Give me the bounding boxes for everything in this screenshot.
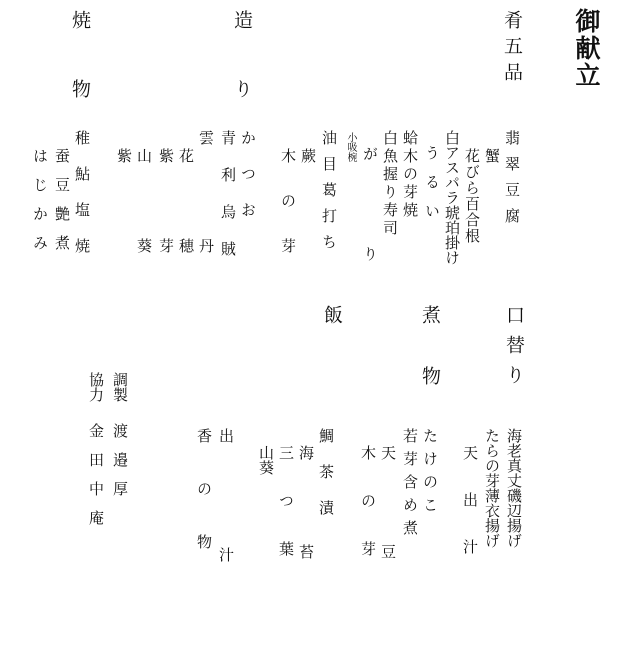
menu-item: 紫 [115, 148, 133, 163]
menu-item: 雲丹 [197, 130, 215, 346]
chef-name: 渡邉厚 [111, 423, 129, 510]
menu-title: 御献立 [572, 8, 601, 89]
menu-item: 三つ葉 [277, 445, 295, 589]
menu-item: 海苔 [297, 445, 315, 643]
menu-item: 木の芽 [359, 445, 377, 589]
menu-item: 山葵 [257, 445, 275, 475]
menu-item: 香の物 [195, 428, 213, 587]
menu-item: がり [361, 146, 379, 346]
menu-item: 油目葛打ち [320, 130, 338, 260]
menu-item: 花びら百合根 [463, 148, 481, 244]
menu-item: はじかみ [31, 148, 49, 264]
section-heading-meshi: 飯 [321, 305, 343, 324]
section-heading-kuchigawari: 口替り [503, 305, 525, 395]
menu-item-small: 小吸椀 [345, 132, 356, 162]
menu-item: うるい [423, 145, 441, 232]
menu-item: 天豆 [379, 445, 397, 643]
section-heading-sakana: 肴五品 [501, 10, 523, 88]
menu-item: 稚鮎塩焼 [73, 130, 91, 274]
menu-item: 蟹 [483, 148, 501, 163]
menu-item: 蛤木の芽焼 [401, 130, 419, 220]
menu-item: 紫芽 [157, 148, 175, 328]
menu-item: 鯛茶漬 [317, 428, 335, 536]
menu-item: たけのこ [421, 428, 439, 520]
menu-item: 海老真丈磯辺揚げ [505, 428, 523, 548]
menu-item: 出汁 [217, 428, 235, 666]
menu-item: 翡翠豆腐 [503, 130, 521, 234]
menu-item: 山葵 [135, 148, 153, 328]
section-heading-yakimono: 焼物 [69, 10, 91, 148]
cooperation-name: 金田中庵 [87, 423, 105, 539]
menu-item: たらの芽薄衣揚げ [483, 428, 501, 548]
menu-item: かつお [239, 130, 257, 238]
menu-item: 蚕豆艶煮 [53, 148, 71, 264]
section-heading-tsukuri: 造り [231, 10, 253, 148]
menu-item: 白魚握り寿司 [381, 130, 399, 238]
section-heading-nimono: 煮物 [419, 305, 441, 427]
menu-item: 木の芽 [279, 148, 297, 283]
menu-item: 白アスパラ琥珀掛け [443, 130, 461, 265]
cooperation-title: 協力 [87, 372, 105, 402]
chef-title: 調製 [111, 372, 129, 402]
menu-item: 若芽含め煮 [401, 428, 419, 543]
menu-item: 青利烏賊 [219, 130, 237, 278]
menu-item: 天出汁 [461, 445, 479, 586]
menu-item: 花穂 [177, 148, 195, 328]
menu-item: 蕨 [299, 148, 317, 163]
